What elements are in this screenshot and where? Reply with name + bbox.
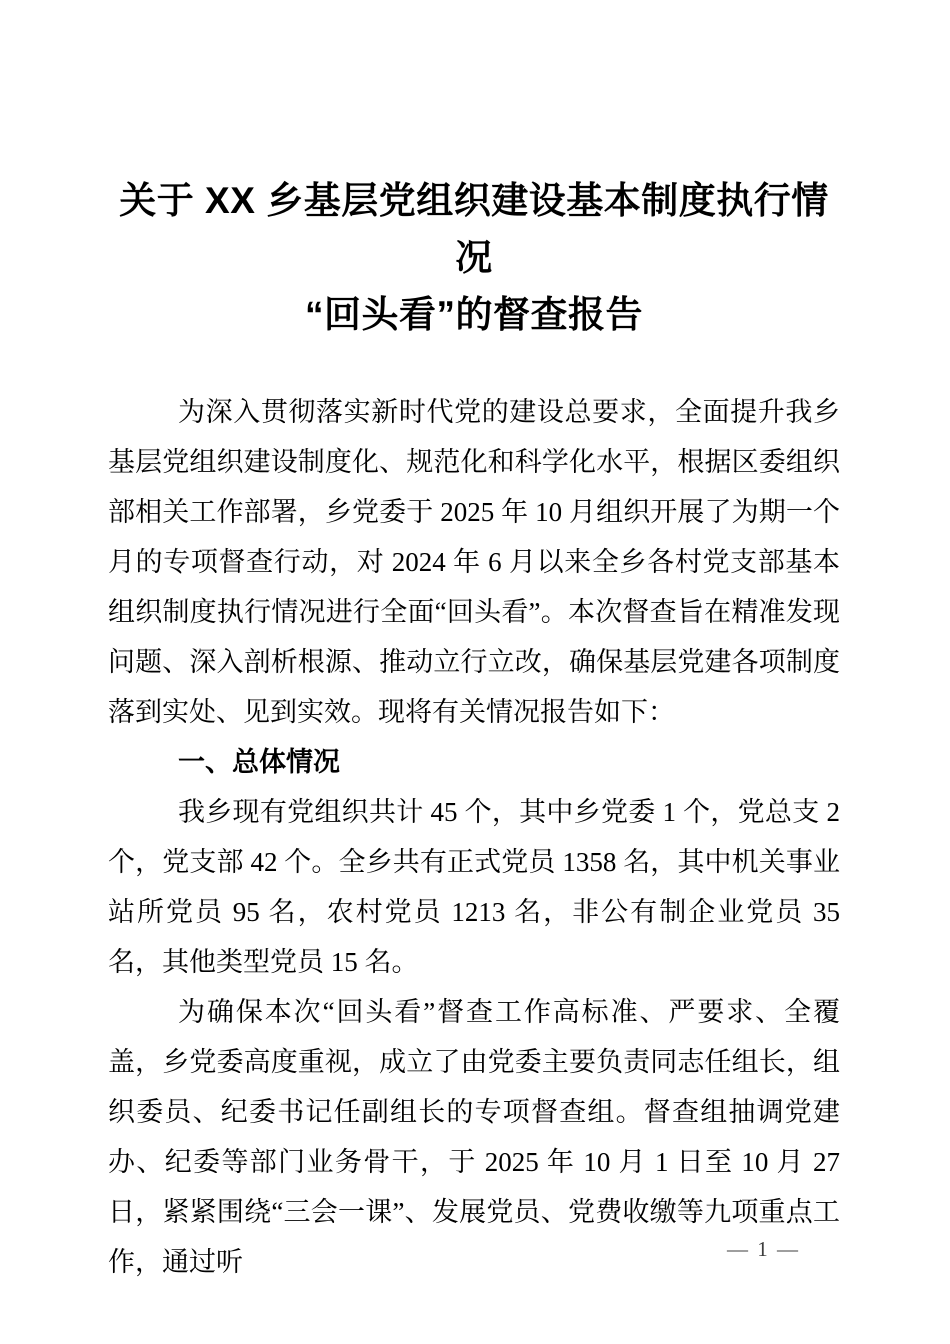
document-title-line2: “回头看”的督查报告	[305, 294, 643, 335]
document-title-line1: 关于 XX 乡基层党组织建设基本制度执行情况	[119, 180, 829, 278]
document-title	[108, 172, 840, 343]
document-body	[108, 387, 840, 1287]
paragraph-inspection-team-setup: 为确保本次“回头看”督查工作高标准、严要求、全覆盖，乡党委高度重视，成立了由党委主要负责同志任组长，组织委员、纪委书记任副组长的专项督查组。督查组抽调党建办、纪委等部门业务骨干，于 2025 年 10 月 1 日至 10 月 27 日，紧紧围绕“三会一课”、发展党员、党费收缴等九项重点工作，通过听	[108, 997, 840, 1277]
paragraph-introduction: 为深入贯彻落实新时代党的建设总要求，全面提升我乡基层党组织建设制度化、规范化和科学化水平，根据区委组织部相关工作部署，乡党委于 2025 年 10 月组织开展了为期一个月的专项督查行动，对 2024 年 6 月以来全乡各村党支部基本组织制度执行情况进行全面“回头看”。本次督查旨在精准发现问题、深入剖析根源、推动立行立改，确保基层党建各项制度落到实处、见到实效。现将有关情况报告如下：	[108, 397, 840, 727]
paragraph-party-organization-statistics: 我乡现有党组织共计 45 个，其中乡党委 1 个，党总支 2 个，党支部 42 个。全乡共有正式党员 1358 名，其中机关事业站所党员 95 名，农村党员 1213 名，非公有制企业党员 35 名，其他类型党员 15 名。	[108, 797, 840, 977]
page-footer	[727, 1236, 800, 1262]
section-heading-overall-situation: 一、总体情况	[178, 747, 340, 777]
page-number: — 1 —	[727, 1237, 800, 1261]
